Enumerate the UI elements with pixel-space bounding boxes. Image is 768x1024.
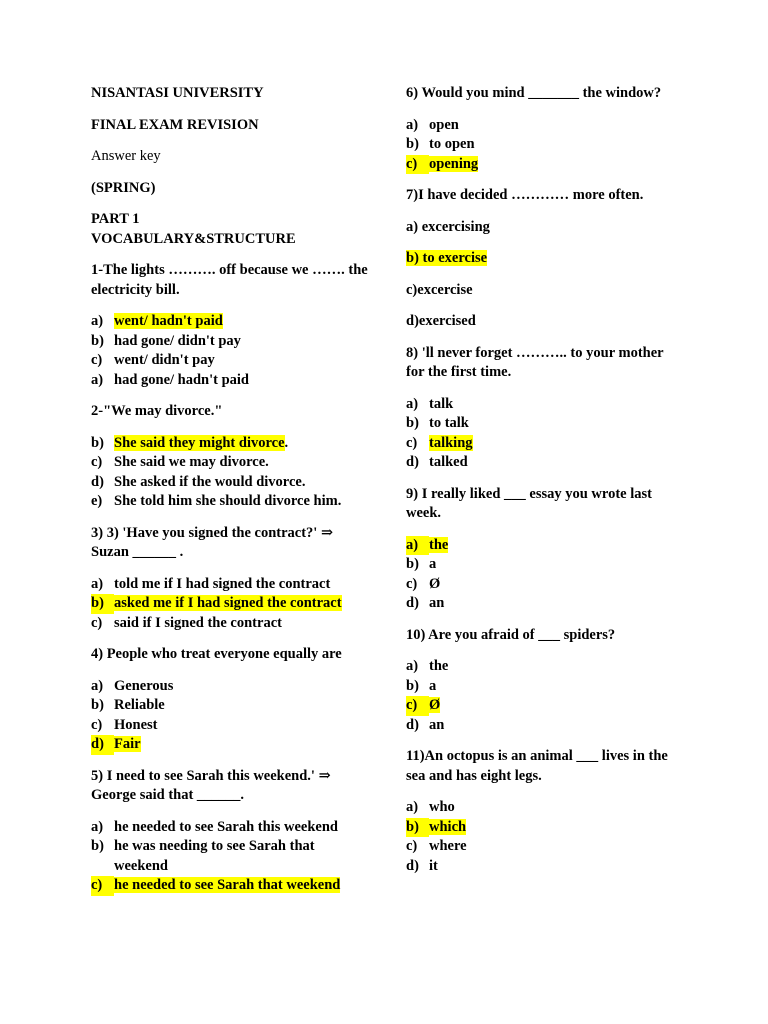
option-row bbox=[406, 657, 676, 677]
option-row bbox=[91, 371, 371, 391]
option-label: b) bbox=[91, 594, 114, 614]
option-row bbox=[406, 696, 676, 716]
option-row bbox=[91, 837, 371, 876]
question-8: 8) 'll never forget ……….. to your mother for the first time. bbox=[406, 344, 664, 380]
option-label: b) bbox=[406, 677, 419, 694]
option-label: c) bbox=[91, 716, 103, 733]
option-label: b) bbox=[91, 838, 104, 854]
option-label: a) bbox=[91, 313, 104, 329]
option-label: d) bbox=[406, 716, 419, 733]
option-text-highlighted: She said they might divorce bbox=[114, 434, 285, 451]
option-text-highlighted: he needed to see Sarah that weekend bbox=[114, 877, 341, 893]
option-label: a) bbox=[91, 677, 104, 694]
option-label: b) bbox=[406, 556, 419, 572]
option-text: a bbox=[429, 556, 437, 572]
option-row bbox=[91, 332, 371, 352]
option-text: She told him she should divorce him. bbox=[114, 493, 342, 509]
option-row bbox=[406, 818, 676, 838]
option-text-highlighted: Fair bbox=[114, 736, 141, 752]
option-row bbox=[406, 536, 676, 556]
option-label: a) bbox=[91, 575, 104, 592]
option-row bbox=[91, 716, 371, 736]
option-label: c) bbox=[91, 454, 103, 470]
option-label: d) bbox=[406, 857, 419, 874]
option-text: Generous bbox=[114, 677, 174, 694]
option-label: d) bbox=[406, 454, 419, 470]
option-label: a) bbox=[406, 536, 429, 556]
option-label: b) bbox=[91, 332, 104, 349]
option-row bbox=[91, 818, 371, 838]
option-line: a) excercising bbox=[406, 218, 490, 235]
option-label: a) bbox=[406, 658, 419, 674]
option-row bbox=[91, 575, 371, 595]
option-text: he needed to see Sarah this weekend bbox=[114, 818, 338, 835]
option-text-highlighted: went/ hadn't paid bbox=[114, 313, 223, 329]
option-label: c) bbox=[406, 838, 418, 854]
part-heading bbox=[91, 210, 371, 249]
part-label: PART 1 bbox=[91, 211, 140, 227]
option-text-highlighted: Ø bbox=[429, 697, 441, 713]
question-1-options bbox=[91, 312, 371, 390]
option-text: said if I signed the contract bbox=[114, 614, 282, 631]
exam-title: FINAL EXAM REVISION bbox=[91, 116, 259, 133]
option-text: the bbox=[429, 658, 449, 674]
question-1: 1-The lights ………. off because we ……. the electricity bill. bbox=[91, 262, 368, 298]
option-row bbox=[91, 677, 371, 697]
option-row bbox=[406, 453, 676, 473]
option-text: an bbox=[429, 595, 445, 611]
right-column bbox=[406, 84, 676, 888]
section-label: VOCABULARY&STRUCTURE bbox=[91, 230, 296, 247]
option-text: had gone/ didn't pay bbox=[114, 332, 241, 349]
university-title: NISANTASI UNIVERSITY bbox=[91, 85, 264, 101]
option-label: c) bbox=[91, 614, 103, 631]
option-text: it bbox=[429, 857, 438, 874]
question-9-options bbox=[406, 536, 676, 614]
option-text: talked bbox=[429, 454, 468, 470]
option-text: Reliable bbox=[114, 697, 165, 713]
option-label: c) bbox=[91, 352, 103, 368]
option-text: where bbox=[429, 838, 467, 854]
question-5-options bbox=[91, 818, 371, 896]
option-label: c) bbox=[406, 575, 418, 592]
option-text: went/ didn't pay bbox=[114, 352, 215, 368]
question-4-options bbox=[91, 677, 371, 755]
option-row bbox=[406, 155, 676, 175]
option-row bbox=[406, 857, 676, 877]
option-row bbox=[91, 594, 371, 614]
question-7: 7)I have decided ………… more often. bbox=[406, 187, 644, 203]
option-row bbox=[91, 453, 371, 473]
option-row bbox=[406, 575, 676, 595]
option-text-highlighted: which bbox=[429, 818, 467, 835]
option-row bbox=[91, 492, 371, 512]
option-label: c) bbox=[406, 155, 429, 175]
option-text: Ø bbox=[429, 575, 441, 592]
option-label: b) bbox=[91, 434, 104, 451]
question-3-options bbox=[91, 575, 371, 634]
option-row bbox=[406, 837, 676, 857]
option-label: d) bbox=[91, 473, 104, 490]
option-label: a) bbox=[91, 818, 104, 835]
option-row bbox=[91, 735, 371, 755]
option-text: Honest bbox=[114, 716, 158, 733]
option-line-highlighted: b) to exercise bbox=[406, 250, 488, 266]
question-3: 3) 3) 'Have you signed the contract?' ⇒ Suzan ______ . bbox=[91, 524, 334, 560]
question-2-options bbox=[91, 434, 371, 512]
option-label: e) bbox=[91, 493, 103, 509]
question-2: 2-"We may divorce." bbox=[91, 403, 223, 419]
option-row bbox=[406, 677, 676, 697]
option-line: c)excercise bbox=[406, 281, 473, 298]
option-text: had gone/ hadn't paid bbox=[114, 371, 249, 388]
option-row bbox=[91, 434, 371, 454]
question-8-options bbox=[406, 395, 676, 473]
option-line: d)exercised bbox=[406, 313, 476, 329]
option-text: talk bbox=[429, 395, 454, 412]
option-row bbox=[406, 135, 676, 155]
term-label: (SPRING) bbox=[91, 179, 156, 196]
option-label: a) bbox=[406, 799, 419, 815]
question-9: 9) I really liked ___ essay you wrote last week. bbox=[406, 485, 652, 521]
option-label: b) bbox=[406, 415, 419, 431]
question-10-options bbox=[406, 657, 676, 735]
option-label: b) bbox=[406, 818, 429, 838]
option-row bbox=[91, 614, 371, 634]
option-label: a) bbox=[406, 116, 419, 133]
option-row bbox=[91, 696, 371, 716]
option-row bbox=[91, 312, 371, 332]
left-column bbox=[91, 84, 371, 908]
option-text: She asked if the would divorce. bbox=[114, 473, 306, 490]
option-text: a bbox=[429, 677, 437, 694]
question-11: 11)An octopus is an animal ___ lives in the sea and has eight legs. bbox=[406, 748, 668, 784]
option-row bbox=[91, 351, 371, 371]
option-row bbox=[406, 395, 676, 415]
option-label: c) bbox=[406, 434, 418, 451]
option-label: a) bbox=[406, 395, 419, 412]
option-text: he was needing to see Sarah that weekend bbox=[114, 838, 315, 874]
question-11-options bbox=[406, 798, 676, 876]
question-10: 10) Are you afraid of ___ spiders? bbox=[406, 626, 616, 643]
option-row bbox=[406, 716, 676, 736]
answer-key-label: Answer key bbox=[91, 148, 161, 164]
question-6-options bbox=[406, 116, 676, 175]
option-label: c) bbox=[406, 696, 429, 716]
option-row bbox=[406, 798, 676, 818]
option-text-highlighted: talking bbox=[429, 434, 473, 451]
option-label: b) bbox=[91, 697, 104, 713]
option-text: She said we may divorce. bbox=[114, 454, 269, 470]
option-label: d) bbox=[406, 595, 419, 611]
option-text-highlighted: opening bbox=[429, 155, 479, 172]
question-4: 4) People who treat everyone equally are bbox=[91, 646, 342, 662]
option-text: to talk bbox=[429, 415, 469, 431]
option-text: who bbox=[429, 799, 455, 815]
option-label: c) bbox=[91, 876, 114, 896]
option-label: b) bbox=[406, 136, 419, 152]
option-text: told me if I had signed the contract bbox=[114, 575, 331, 592]
option-label: a) bbox=[91, 371, 104, 388]
option-row bbox=[406, 555, 676, 575]
option-suffix: . bbox=[284, 434, 289, 451]
option-row bbox=[91, 473, 371, 493]
option-row bbox=[406, 434, 676, 454]
question-5: 5) I need to see Sarah this weekend.' ⇒ George said that ______. bbox=[91, 767, 331, 803]
option-line-wrapper bbox=[406, 249, 676, 269]
option-row bbox=[406, 116, 676, 136]
option-text-highlighted: asked me if I had signed the contract bbox=[114, 595, 342, 611]
option-text: an bbox=[429, 716, 445, 733]
option-row bbox=[406, 414, 676, 434]
option-row bbox=[406, 594, 676, 614]
option-text-highlighted: the bbox=[429, 536, 449, 553]
option-text: open bbox=[429, 116, 459, 133]
option-row bbox=[91, 876, 371, 896]
option-text: to open bbox=[429, 136, 475, 152]
question-6: 6) Would you mind _______ the window? bbox=[406, 85, 662, 101]
option-label: d) bbox=[91, 735, 114, 755]
